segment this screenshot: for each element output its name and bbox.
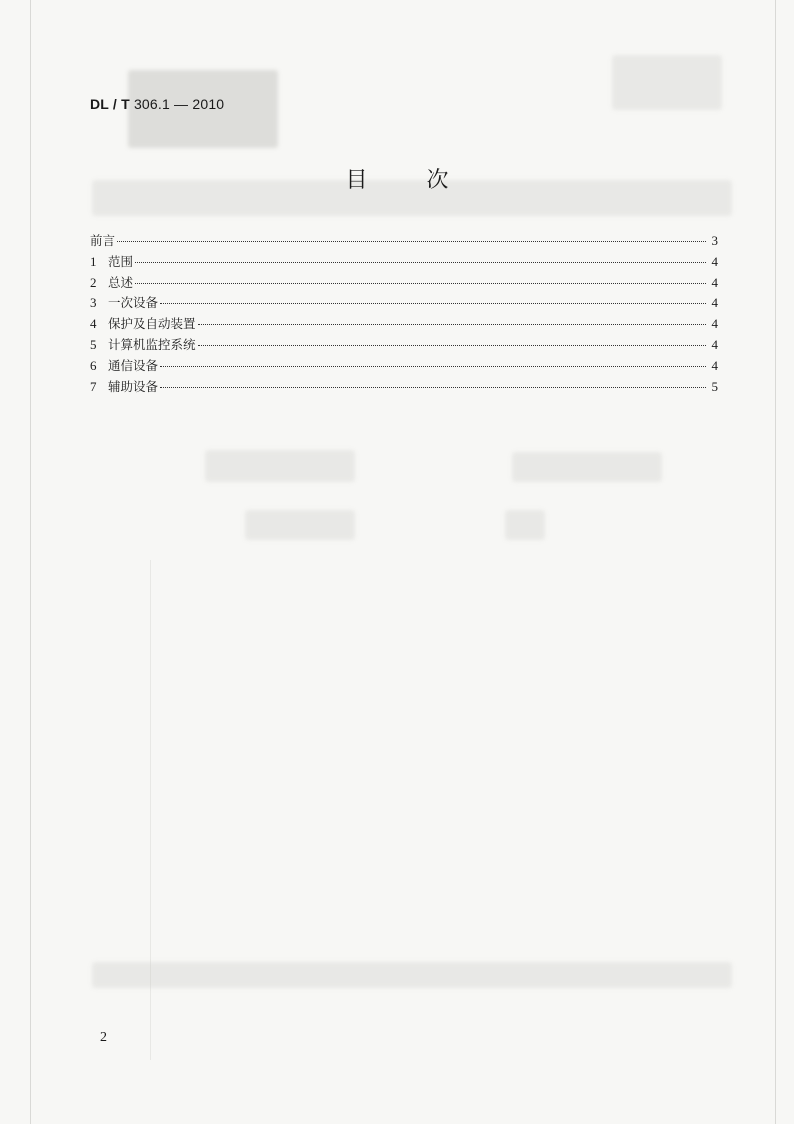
toc-entry-page: 4	[711, 357, 718, 373]
toc-entry-page: 4	[711, 295, 718, 311]
toc-title-char-2: 次	[426, 168, 449, 193]
document-code-number: 306.1 — 2010	[133, 96, 225, 112]
toc-entry-page: 5	[711, 378, 718, 394]
toc-entry-label: 总述	[108, 274, 134, 290]
bleed-through-mid-left	[205, 450, 355, 482]
toc-leader-dots	[160, 303, 706, 304]
toc-entry-label: 计算机监控系统	[108, 336, 196, 352]
toc-entry-label: 通信设备	[108, 357, 159, 373]
toc-entry-scope[interactable]	[90, 252, 718, 273]
toc-leader-dots	[160, 387, 706, 388]
toc-entry-label: 辅助设备	[108, 378, 159, 394]
toc-leader-dots	[117, 241, 706, 242]
toc-entry-page: 3	[711, 233, 718, 248]
bleed-through-top-right	[612, 55, 722, 110]
toc-leader-dots	[135, 262, 706, 263]
toc-entry-protection[interactable]	[90, 314, 718, 335]
toc-entry-computer-monitoring[interactable]	[90, 335, 718, 356]
toc-entry-auxiliary[interactable]	[90, 377, 718, 398]
toc-entry-page: 4	[711, 336, 718, 352]
toc-entry-communication[interactable]	[90, 356, 718, 377]
bleed-through-mid-right	[512, 452, 662, 482]
toc-leader-dots	[160, 366, 706, 367]
toc-entry-foreword[interactable]	[90, 231, 718, 252]
toc-entry-general[interactable]	[90, 273, 718, 294]
toc-entry-number: 2	[90, 274, 97, 290]
toc-entry-page: 4	[711, 274, 718, 290]
toc-entry-page: 4	[711, 253, 718, 269]
toc-leader-dots	[135, 283, 706, 284]
toc-title-char-1: 目	[345, 168, 368, 193]
document-code	[90, 96, 224, 112]
toc-entry-primary-equipment[interactable]	[90, 293, 718, 314]
toc-entry-number: 4	[90, 316, 97, 332]
toc-entry-number: 6	[90, 357, 97, 373]
toc-entry-number: 3	[90, 295, 97, 311]
toc-entry-label: 一次设备	[108, 295, 159, 311]
bleed-through-mid-left-2	[245, 510, 355, 540]
toc-entry-page: 4	[711, 316, 718, 332]
document-code-prefix: DL / T	[90, 96, 130, 112]
toc-leader-dots	[198, 345, 706, 346]
page-number: 2	[100, 1030, 107, 1045]
toc-entry-number: 5	[90, 336, 97, 352]
bleed-through-mid-right-2	[505, 510, 545, 540]
toc-entry-label: 范围	[108, 253, 134, 269]
toc-title	[0, 163, 794, 194]
toc-leader-dots	[198, 324, 706, 325]
toc-entry-number: 1	[90, 253, 97, 269]
toc-entry-label: 保护及自动装置	[108, 316, 196, 332]
bleed-through-bottom-band	[92, 962, 732, 988]
table-of-contents	[90, 231, 718, 397]
toc-entry-label: 前言	[90, 233, 116, 248]
toc-entry-number: 7	[90, 378, 97, 394]
